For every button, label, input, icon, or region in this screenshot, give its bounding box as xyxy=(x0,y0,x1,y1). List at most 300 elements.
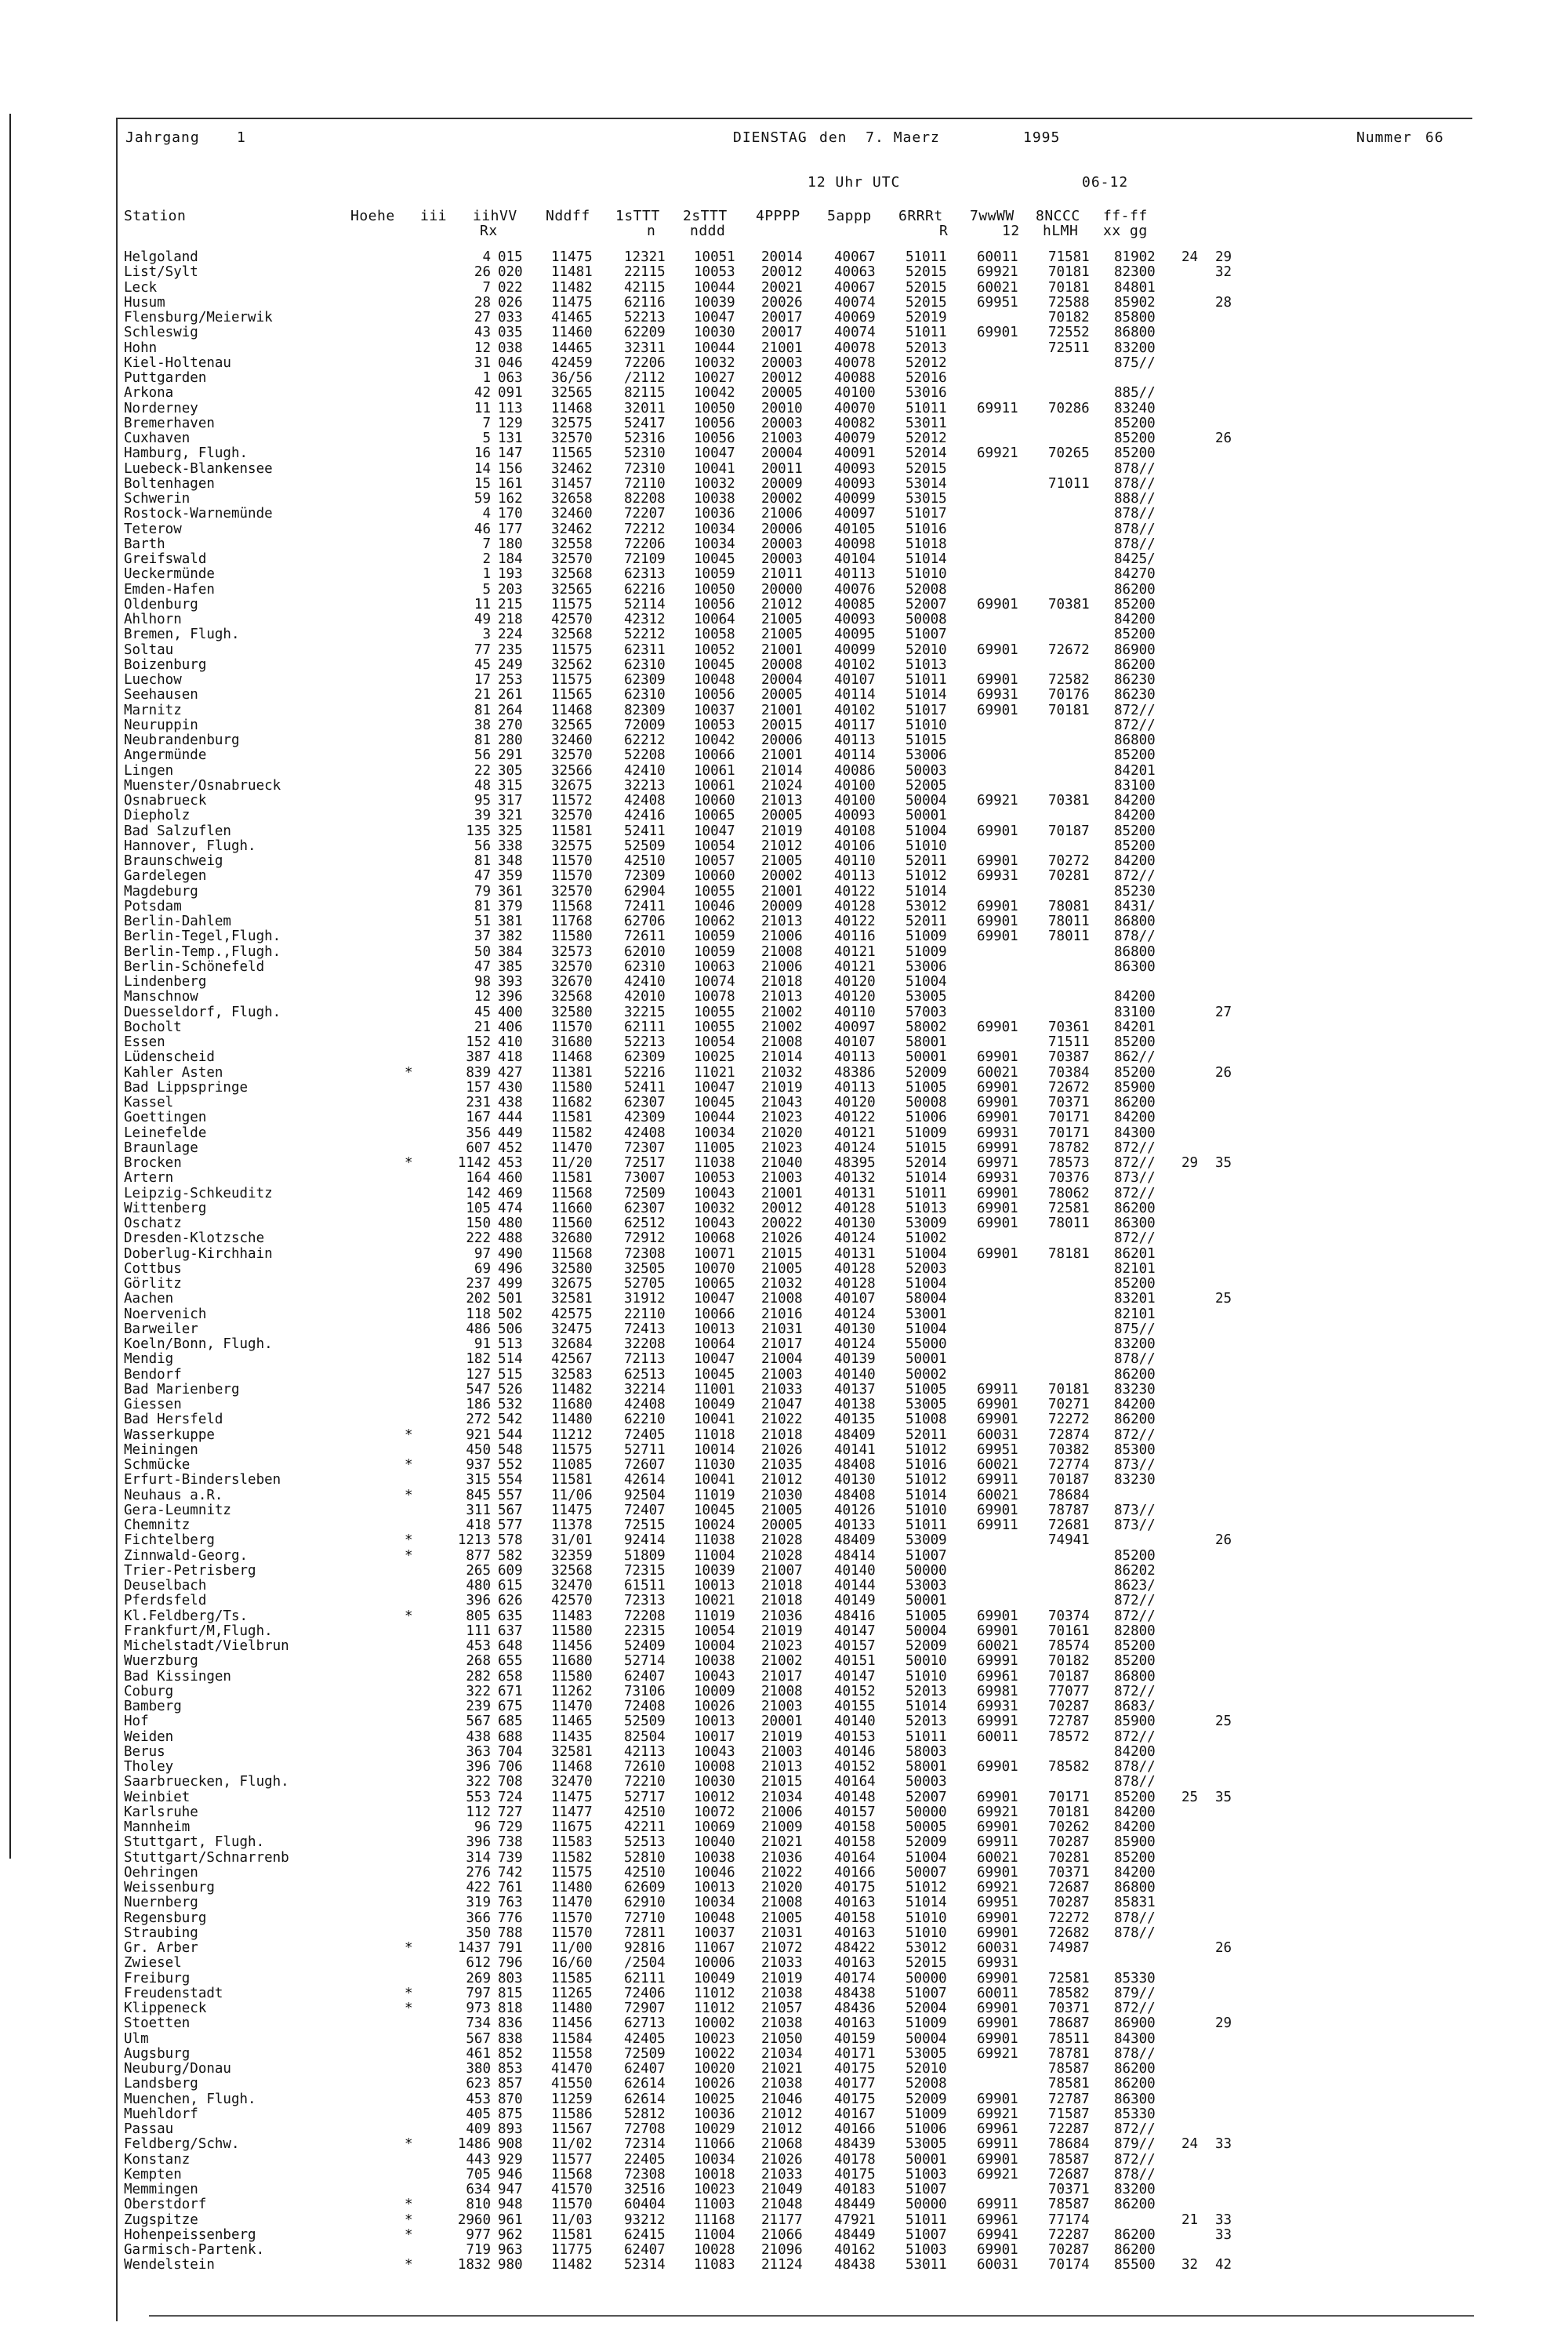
8nccc-value: 878// xyxy=(1114,1774,1156,1790)
ihvv-value: 32675 xyxy=(551,1276,593,1292)
station-name: Hof xyxy=(124,1714,149,1730)
6rrrt-value: 69931 xyxy=(977,1125,1018,1141)
station-name: Schleswig xyxy=(124,325,198,341)
8nccc-value: 85200 xyxy=(1114,838,1156,854)
2sttt-value: 21001 xyxy=(761,340,803,356)
8nccc-value: 86200 xyxy=(1114,656,1156,673)
nddff-value: 42113 xyxy=(624,1743,666,1760)
4pppp-value: 40097 xyxy=(834,1019,876,1035)
hoehe-value: 450 xyxy=(466,1441,491,1458)
nddff-value: 32215 xyxy=(624,1004,666,1020)
hoehe-value: 47 xyxy=(474,868,491,885)
hoehe-value: 4 xyxy=(482,249,491,265)
nddff-value: 42408 xyxy=(624,793,666,809)
1sttt-value: 10028 xyxy=(694,2242,735,2258)
iii-value: 742 xyxy=(498,1864,523,1881)
2sttt-value: 21047 xyxy=(761,1397,803,1412)
ihvv-value: 11575 xyxy=(551,596,593,612)
5appp-value: 50001 xyxy=(906,1351,947,1368)
station-name: Leck xyxy=(124,279,158,296)
ihvv-value: 11470 xyxy=(551,1699,593,1714)
7wwww-value: 72552 xyxy=(1048,325,1090,341)
station-name: Ulm xyxy=(124,2030,149,2047)
5appp-value: 51007 xyxy=(906,627,947,643)
col-ff: ff-ff xyxy=(1103,208,1148,224)
1sttt-value: 10047 xyxy=(694,823,735,839)
4pppp-value: 40164 xyxy=(834,1774,876,1790)
ihvv-value: 11468 xyxy=(551,1759,593,1775)
nddff-value: 52216 xyxy=(624,1064,666,1081)
8nccc-value: 84200 xyxy=(1114,853,1156,869)
8nccc-value: 872// xyxy=(1114,2121,1156,2137)
7wwww-value: 78781 xyxy=(1048,2045,1090,2062)
nddff-value: 72708 xyxy=(624,2121,666,2137)
station-name: Emden-Hafen xyxy=(124,581,215,598)
hoehe-value: 11 xyxy=(474,400,491,416)
6rrrt-value: 69921 xyxy=(977,445,1018,462)
5appp-value: 51004 xyxy=(906,1245,947,1262)
nddff-value: 42010 xyxy=(624,989,666,1005)
iii-value: 015 xyxy=(498,249,523,265)
4pppp-value: 40174 xyxy=(834,1970,876,1986)
ihvv-value: 11581 xyxy=(551,823,593,839)
ihvv-value: 11570 xyxy=(551,1019,593,1035)
ff-gg-value: 42 xyxy=(1215,2257,1232,2273)
ihvv-value: 11480 xyxy=(551,1880,593,1895)
6rrrt-value: 69911 xyxy=(977,1472,1018,1488)
nddff-value: 72515 xyxy=(624,1517,666,1533)
4pppp-value: 40107 xyxy=(834,672,876,688)
hoehe-value: 11 xyxy=(474,596,491,612)
1sttt-value: 10046 xyxy=(694,898,735,914)
8nccc-value: 86202 xyxy=(1114,1562,1156,1579)
iii-value: 499 xyxy=(498,1276,523,1292)
6rrrt-value: 69971 xyxy=(977,1155,1018,1171)
station-name: Hamburg, Flugh. xyxy=(124,445,249,462)
2sttt-value: 21005 xyxy=(761,627,803,643)
4pppp-value: 40124 xyxy=(834,1230,876,1247)
nddff-value: 62310 xyxy=(624,687,666,703)
7wwww-value: 72681 xyxy=(1048,1517,1090,1533)
2sttt-value: 21046 xyxy=(761,2091,803,2107)
7wwww-value: 70181 xyxy=(1048,1381,1090,1397)
5appp-value: 50001 xyxy=(906,1049,947,1066)
nddff-value: 62614 xyxy=(624,2091,666,2107)
hoehe-value: 805 xyxy=(466,1608,491,1624)
6rrrt-value: 69931 xyxy=(977,1170,1018,1187)
4pppp-value: 40088 xyxy=(834,370,876,386)
5appp-value: 51006 xyxy=(906,2121,947,2137)
hoehe-value: 418 xyxy=(466,1517,491,1533)
8nccc-value: 878// xyxy=(1114,929,1156,945)
8nccc-value: 85200 xyxy=(1114,1638,1156,1654)
6rrrt-value: 60021 xyxy=(977,279,1018,296)
8nccc-value: 85900 xyxy=(1114,1079,1156,1096)
5appp-value: 51017 xyxy=(906,506,947,522)
frame-top-rule xyxy=(116,118,1472,119)
4pppp-value: 40091 xyxy=(834,445,876,462)
ihvv-value: 11568 xyxy=(551,1185,593,1201)
4pppp-value: 48422 xyxy=(834,1940,876,1956)
ihvv-value: 11586 xyxy=(551,2106,593,2122)
1sttt-value: 10045 xyxy=(694,1095,735,1110)
4pppp-value: 48408 xyxy=(834,1487,876,1503)
iii-value: 729 xyxy=(498,1819,523,1835)
nddff-value: 52316 xyxy=(624,431,666,446)
ihvv-value: 11568 xyxy=(551,1245,593,1262)
1sttt-value: 10036 xyxy=(694,506,735,522)
nddff-value: 52411 xyxy=(624,823,666,839)
4pppp-value: 40144 xyxy=(834,1578,876,1594)
4pppp-value: 40158 xyxy=(834,1910,876,1926)
iii-value: 948 xyxy=(498,2197,523,2213)
ihvv-value: 11/03 xyxy=(551,2212,593,2228)
8nccc-value: 86800 xyxy=(1114,914,1156,929)
hoehe-value: 118 xyxy=(466,1306,491,1322)
station-name: Muehldorf xyxy=(124,2106,198,2122)
hoehe-value: 705 xyxy=(466,2166,491,2182)
2sttt-value: 21022 xyxy=(761,1864,803,1881)
8nccc-value: 84200 xyxy=(1114,612,1156,627)
iii-value: 438 xyxy=(498,1095,523,1110)
ihvv-value: 11682 xyxy=(551,1095,593,1110)
col-4pppp: 4PPPP xyxy=(756,208,800,224)
hoehe-value: 21 xyxy=(474,1019,491,1035)
ihvv-value: 11575 xyxy=(551,1441,593,1458)
ihvv-value: 11581 xyxy=(551,1472,593,1488)
7wwww-value: 70271 xyxy=(1048,1397,1090,1412)
5appp-value: 51008 xyxy=(906,1412,947,1428)
2sttt-value: 21028 xyxy=(761,1547,803,1564)
6rrrt-value: 60011 xyxy=(977,1728,1018,1745)
hoehe-value: 167 xyxy=(466,1110,491,1126)
4pppp-value: 40093 xyxy=(834,808,876,824)
8nccc-value: 86200 xyxy=(1114,1412,1156,1428)
7wwww-value: 70287 xyxy=(1048,1834,1090,1851)
4pppp-value: 40147 xyxy=(834,1623,876,1639)
2sttt-value: 21018 xyxy=(761,974,803,990)
hoehe-value: 265 xyxy=(466,1562,491,1579)
5appp-value: 50001 xyxy=(906,808,947,824)
hoehe-value: 937 xyxy=(466,1457,491,1473)
ihvv-value: 32562 xyxy=(551,656,593,673)
7wwww-value: 78587 xyxy=(1048,2197,1090,2213)
iii-value: 091 xyxy=(498,385,523,402)
2sttt-value: 21013 xyxy=(761,914,803,929)
6rrrt-value: 69901 xyxy=(977,898,1018,914)
4pppp-value: 40100 xyxy=(834,793,876,809)
ihvv-value: 11570 xyxy=(551,2197,593,2213)
2sttt-value: 21124 xyxy=(761,2257,803,2273)
4pppp-value: 40097 xyxy=(834,506,876,522)
hoehe-value: 59 xyxy=(474,491,491,507)
hoehe-value: 39 xyxy=(474,808,491,824)
iii-value: 291 xyxy=(498,747,523,764)
station-name: Wasserkuppe xyxy=(124,1426,215,1443)
5appp-value: 51010 xyxy=(906,566,947,583)
station-name: Manschnow xyxy=(124,989,198,1005)
5appp-value: 53001 xyxy=(906,1306,947,1322)
iii-value: 193 xyxy=(498,566,523,583)
station-name: Feldberg/Schw. xyxy=(124,2136,240,2153)
6rrrt-value: 69901 xyxy=(977,1502,1018,1518)
iii-value: 857 xyxy=(498,2076,523,2092)
2sttt-value: 21043 xyxy=(761,1095,803,1110)
station-name: Wuerzburg xyxy=(124,1653,198,1670)
8nccc-value: 86201 xyxy=(1114,1245,1156,1262)
nddff-value: 62311 xyxy=(624,641,666,658)
hoehe-value: 1213 xyxy=(457,1532,491,1549)
1sttt-value: 10009 xyxy=(694,1683,735,1699)
2sttt-value: 21006 xyxy=(761,929,803,945)
hoehe-value: 237 xyxy=(466,1276,491,1292)
ihvv-value: 32460 xyxy=(551,506,593,522)
2sttt-value: 21017 xyxy=(761,1668,803,1685)
iii-value: 453 xyxy=(498,1155,523,1171)
2sttt-value: 21002 xyxy=(761,1019,803,1035)
1sttt-value: 10030 xyxy=(694,325,735,341)
5appp-value: 51007 xyxy=(906,1547,947,1564)
hoehe-value: 239 xyxy=(466,1699,491,1714)
2sttt-value: 21036 xyxy=(761,1608,803,1624)
5appp-value: 58001 xyxy=(906,1759,947,1775)
ihvv-value: 11580 xyxy=(551,1079,593,1096)
hoehe-value: 845 xyxy=(466,1487,491,1503)
iii-value: 384 xyxy=(498,943,523,960)
station-name: Berlin-Temp.,Flugh. xyxy=(124,943,281,960)
7wwww-value: 78081 xyxy=(1048,898,1090,914)
6rrrt-value: 69901 xyxy=(977,823,1018,839)
nddff-value: 62310 xyxy=(624,656,666,673)
7wwww-value: 72581 xyxy=(1048,1970,1090,1986)
nddff-value: 62210 xyxy=(624,1412,666,1428)
ff-gg-value: 29 xyxy=(1215,2015,1232,2032)
ihvv-value: 11570 xyxy=(551,1910,593,1926)
5appp-value: 51011 xyxy=(906,325,947,341)
4pppp-value: 40099 xyxy=(834,491,876,507)
ihvv-value: 11775 xyxy=(551,2242,593,2258)
4pppp-value: 40130 xyxy=(834,1216,876,1231)
station-name: Neuhaus a.R. xyxy=(124,1487,223,1503)
2sttt-value: 20003 xyxy=(761,551,803,567)
2sttt-value: 21026 xyxy=(761,1230,803,1247)
station-name: Muenchen, Flugh. xyxy=(124,2091,256,2107)
nddff-value: 62513 xyxy=(624,1366,666,1383)
iii-value: 430 xyxy=(498,1079,523,1096)
8nccc-value: 878// xyxy=(1114,1759,1156,1775)
4pppp-value: 48439 xyxy=(834,2136,876,2153)
6rrrt-value: 69961 xyxy=(977,2212,1018,2228)
hoehe-value: 612 xyxy=(466,1955,491,1972)
hoehe-value: 12 xyxy=(474,340,491,356)
4pppp-value: 40166 xyxy=(834,2121,876,2137)
6rrrt-value: 69981 xyxy=(977,1683,1018,1699)
8nccc-value: 872// xyxy=(1114,1608,1156,1624)
iii-value: 685 xyxy=(498,1714,523,1730)
4pppp-value: 40113 xyxy=(834,732,876,748)
mountain-marker: * xyxy=(405,2257,413,2273)
mountain-marker: * xyxy=(405,1426,413,1443)
6rrrt-value: 69901 xyxy=(977,1397,1018,1412)
nddff-value: 72607 xyxy=(624,1457,666,1473)
station-name: Duesseldorf, Flugh. xyxy=(124,1004,281,1020)
hoehe-value: 1437 xyxy=(457,1940,491,1956)
station-name: Trier-Petrisberg xyxy=(124,1562,256,1579)
hoehe-value: 222 xyxy=(466,1230,491,1247)
hoehe-value: 43 xyxy=(474,325,491,341)
mountain-marker: * xyxy=(405,1940,413,1956)
4pppp-value: 40128 xyxy=(834,1276,876,1292)
2sttt-value: 21032 xyxy=(761,1276,803,1292)
nddff-value: 60404 xyxy=(624,2197,666,2213)
col-iii: iii xyxy=(420,208,448,224)
iii-value: 321 xyxy=(498,808,523,824)
6rrrt-value: 69901 xyxy=(977,2015,1018,2032)
8nccc-value: 85200 xyxy=(1114,445,1156,462)
station-name: Gr. Arber xyxy=(124,1940,198,1956)
station-name: Saarbruecken, Flugh. xyxy=(124,1774,289,1790)
5appp-value: 52011 xyxy=(906,1426,947,1443)
ihvv-value: 11265 xyxy=(551,1985,593,2001)
7wwww-value: 72287 xyxy=(1048,2121,1090,2137)
8nccc-value: 85330 xyxy=(1114,2106,1156,2122)
hoehe-value: 164 xyxy=(466,1170,491,1187)
6rrrt-value: 69901 xyxy=(977,672,1018,688)
8nccc-value: 84300 xyxy=(1114,2030,1156,2047)
iii-value: 361 xyxy=(498,883,523,900)
6rrrt-value: 69951 xyxy=(977,294,1018,311)
8nccc-value: 86200 xyxy=(1114,2076,1156,2092)
8nccc-value: 84201 xyxy=(1114,762,1156,779)
hoehe-value: 42 xyxy=(474,385,491,402)
station-name: Oldenburg xyxy=(124,596,198,612)
2sttt-value: 20022 xyxy=(761,1216,803,1231)
2sttt-value: 21020 xyxy=(761,1880,803,1895)
station-name: Brocken xyxy=(124,1155,182,1171)
nddff-value: 62010 xyxy=(624,943,666,960)
8nccc-value: 86230 xyxy=(1114,672,1156,688)
station-name: Boltenhagen xyxy=(124,475,215,492)
ihvv-value: 11483 xyxy=(551,1608,593,1624)
ihvv-value: 41570 xyxy=(551,2182,593,2197)
ihvv-value: 14465 xyxy=(551,340,593,356)
1sttt-value: 10044 xyxy=(694,340,735,356)
6rrrt-value: 60021 xyxy=(977,1849,1018,1866)
1sttt-value: 10056 xyxy=(694,415,735,431)
hoehe-value: 81 xyxy=(474,732,491,748)
ihvv-value: 32568 xyxy=(551,989,593,1005)
2sttt-value: 21031 xyxy=(761,1924,803,1941)
2sttt-value: 21014 xyxy=(761,762,803,779)
7wwww-value: 72787 xyxy=(1048,1714,1090,1730)
iii-value: 763 xyxy=(498,1895,523,1911)
5appp-value: 51009 xyxy=(906,2106,947,2122)
2sttt-value: 21012 xyxy=(761,596,803,612)
iii-value: 218 xyxy=(498,612,523,627)
8nccc-value: 85200 xyxy=(1114,1064,1156,1081)
2sttt-value: 21034 xyxy=(761,1789,803,1805)
station-name: Teterow xyxy=(124,521,182,537)
nddff-value: 52208 xyxy=(624,747,666,764)
station-name: Schmücke xyxy=(124,1457,191,1473)
5appp-value: 52011 xyxy=(906,853,947,869)
2sttt-value: 21050 xyxy=(761,2030,803,2047)
ihvv-value: 42459 xyxy=(551,354,593,371)
2sttt-value: 20005 xyxy=(761,1517,803,1533)
7wwww-value: 70371 xyxy=(1048,1095,1090,1110)
7wwww-value: 70181 xyxy=(1048,1804,1090,1820)
ff-xx-value: 24 xyxy=(1181,2136,1199,2153)
5appp-value: 51014 xyxy=(906,883,947,900)
col-6rrrt: 6RRRt xyxy=(898,208,943,224)
8nccc-value: 86200 xyxy=(1114,2061,1156,2077)
7wwww-value: 72581 xyxy=(1048,1200,1090,1216)
iii-value: 379 xyxy=(498,898,523,914)
hoehe-value: 112 xyxy=(466,1804,491,1820)
nddff-value: 72406 xyxy=(624,1985,666,2001)
2sttt-value: 21003 xyxy=(761,1170,803,1187)
hoehe-value: 77 xyxy=(474,641,491,658)
6rrrt-value: 69911 xyxy=(977,400,1018,416)
6rrrt-value: 69901 xyxy=(977,2030,1018,2047)
5appp-value: 52015 xyxy=(906,279,947,296)
nddff-value: 72113 xyxy=(624,1351,666,1368)
iii-value: 253 xyxy=(498,672,523,688)
1sttt-value: 10045 xyxy=(694,551,735,567)
8nccc-value: 878// xyxy=(1114,475,1156,492)
7wwww-value: 72272 xyxy=(1048,1412,1090,1428)
hoehe-value: 56 xyxy=(474,838,491,854)
hoehe-value: 37 xyxy=(474,929,491,945)
7wwww-value: 72672 xyxy=(1048,1079,1090,1096)
hoehe-value: 1142 xyxy=(457,1155,491,1171)
4pppp-value: 40104 xyxy=(834,551,876,567)
5appp-value: 50008 xyxy=(906,1095,947,1110)
4pppp-value: 40131 xyxy=(834,1245,876,1262)
8nccc-value: 878// xyxy=(1114,1910,1156,1926)
6rrrt-value: 69931 xyxy=(977,687,1018,703)
hoehe-value: 96 xyxy=(474,1819,491,1835)
ihvv-value: 11482 xyxy=(551,279,593,296)
5appp-value: 51007 xyxy=(906,1985,947,2001)
5appp-value: 51014 xyxy=(906,551,947,567)
nddff-value: 52213 xyxy=(624,1034,666,1050)
5appp-value: 51010 xyxy=(906,1910,947,1926)
nddff-value: 31912 xyxy=(624,1291,666,1307)
iii-value: 215 xyxy=(498,596,523,612)
1sttt-value: 10054 xyxy=(694,1034,735,1050)
5appp-value: 50000 xyxy=(906,2197,947,2213)
2sttt-value: 21018 xyxy=(761,1593,803,1609)
1sttt-value: 10013 xyxy=(694,1880,735,1895)
iii-value: 788 xyxy=(498,1924,523,1941)
nddff-value: 62713 xyxy=(624,2015,666,2032)
1sttt-value: 10070 xyxy=(694,1260,735,1277)
iii-value: 567 xyxy=(498,1502,523,1518)
5appp-value: 51003 xyxy=(906,2166,947,2182)
1sttt-value: 10045 xyxy=(694,1502,735,1518)
nddff-value: 61511 xyxy=(624,1578,666,1594)
station-name: Soltau xyxy=(124,641,174,658)
iii-value: 908 xyxy=(498,2136,523,2153)
8nccc-value: 83240 xyxy=(1114,400,1156,416)
6rrrt-value: 60011 xyxy=(977,1985,1018,2001)
1sttt-value: 10053 xyxy=(694,1170,735,1187)
1sttt-value: 10014 xyxy=(694,1441,735,1458)
station-name: Freudenstadt xyxy=(124,1985,223,2001)
1sttt-value: 10048 xyxy=(694,1910,735,1926)
hoehe-value: 380 xyxy=(466,2061,491,2077)
